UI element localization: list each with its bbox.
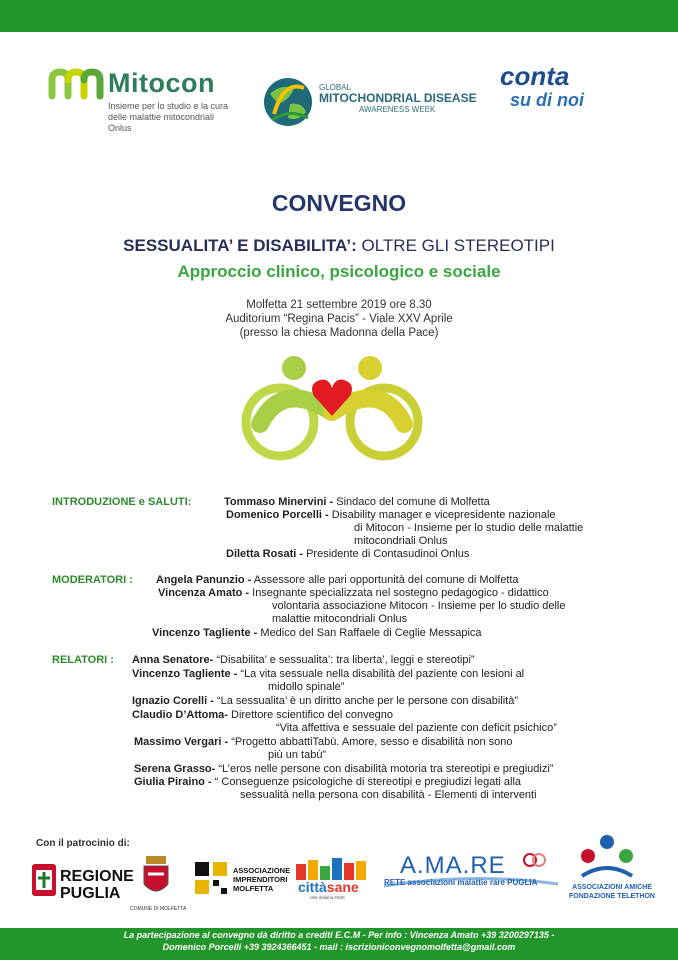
moderator-role-1-2: malattie mitocondriali Onlus [272,613,408,625]
intro-role-1-1: di Mitocon - Insieme per lo studio delle malattie [354,522,584,534]
aim-text-2: IMPRENDITORI [233,875,288,884]
wheelchair-heart-icon [232,350,432,462]
speaker-item-3 [132,709,652,722]
moderator-role-0: Assessore alle pari opportunità del comune di Molfetta [251,574,519,586]
speaker-role-4-0: “Progetto abbattiTabù. Amore, sesso e disabilità non sono [228,736,513,748]
moderator-role-2: Medico del San Raffaele di Ceglie Messapica [257,627,482,639]
intro-role-1-0: Disability manager e vicepresidente nazionale [328,509,556,521]
citta-sane-text [298,880,359,894]
moderator-name-0: Angela Panunzio - [156,574,252,586]
conta-line1: conta [500,61,570,91]
speaker-role-6-1: sessualità nella persona con disabilità - Elementi di interventi [240,789,537,801]
regione-puglia-text [60,868,134,902]
footer-info [0,929,678,953]
citta-text-1: città [298,879,327,895]
speaker-role-1-0: “La vita sessuale nella disabilità del paziente con lesioni al [237,668,525,680]
intro-name-2: Diletta Rosati - [226,548,304,560]
speaker-role-2: “La sessualita’ è un diritto anche per le persone con disabilità” [213,695,519,707]
speaker-item-0 [132,654,652,667]
citta-sane-sub: rete italiana OMS [310,895,345,900]
moderator-name-1: Vincenza Amato - [158,587,250,599]
intro-name-0: Tommaso Minervini - [224,496,334,508]
speaker-role-5: “L’eros nelle persone con disabilità motoria tra stereotipi e pregiudizi” [215,763,554,775]
speaker-role-1-1: midollo spinale” [268,681,345,693]
telethon-text-2: FONDAZIONE TELETHON [569,893,655,900]
globe-ribbon-icon [260,74,316,130]
regione-text: REGIONE [60,868,134,885]
event-subtitle-2: Approccio clinico, psicologico e sociale [177,262,501,281]
intro-role-2: Presidente di Contasudinoi Onlus [303,548,470,560]
speaker-item-2 [132,695,652,708]
moderator-item-1 [158,587,658,600]
moderators-label: MODERATORI : [52,574,133,586]
footer-line-2: Domenico Porcelli +39 3924366451 - mail : iscrizioniconvegnomolfetta@gmail.com [162,942,516,952]
telethon-text [552,883,672,901]
moderator-role-1-1: volontaria associazione Mitocon - Insieme per lo studio delle [272,600,566,612]
patronage-label: Con il patrocinio di: [36,838,130,849]
speaker-name-0: Anna Senatore- [132,654,214,666]
moderator-name-2: Vincenzo Tagliente - [152,627,258,639]
intro-role-0: Sindaco del comune di Molfetta [333,496,490,508]
speakers-label: RELATORI : [52,654,114,666]
speaker-role-3-0: Direttore scientifico del convegno [227,709,394,721]
regione-puglia-emblem-icon [30,860,58,900]
intro-item-0 [224,496,654,509]
intro-label: INTRODUZIONE e SALUTI: [52,496,192,508]
intro-role-1-2: mitocondriali Onlus [354,535,448,547]
comune-molfetta-crest-icon [140,854,172,900]
event-date: Molfetta 21 settembre 2019 ore 8.30 [246,299,432,311]
intro-item-2 [226,548,656,561]
event-info [0,298,678,340]
page-title: CONVEGNO [271,190,407,216]
aim-text-1: ASSOCIAZIONE [233,866,291,875]
speaker-item-6 [134,776,654,789]
speaker-item-1 [132,668,652,681]
footer-line-1: La partecipazione al convegno dà diritto a crediti E.C.M - Per info : Vincenza Amato +39 3200297135 - [123,930,555,940]
subtitle-rest: OLTRE GLI STEREOTIPI [356,236,555,255]
speaker-role-6-0: “ Conseguenze psicologiche di stereotipi e pregiudizi legati alla [211,776,522,788]
speaker-item-4 [134,736,654,749]
speaker-name-2: Ignazio Corelli - [132,695,214,707]
aim-text-3: MOLFETTA [233,884,274,893]
speaker-role-0: “Disabilita’ e sessualita’: tra liberta’, leggi e stereotipi” [213,654,475,666]
speaker-name-3: Claudio D’Attoma- [132,709,228,721]
speaker-name-6: Giulia Piraino - [134,776,212,788]
moderator-role-1-0: Insegnante specializzata nel sostegno pedagogico - didattico [249,587,549,599]
moderator-item-2 [152,627,652,640]
telethon-text-1: ASSOCIAZIONI AMICHE [572,884,652,891]
telethon-people-icon [576,834,638,878]
aim-logo-icon [193,860,229,896]
mitocon-tagline [108,101,248,134]
moderator-item-0 [156,574,656,587]
intro-name-1: Domenico Porcelli - [226,509,329,521]
mitocon-tagline-3: Onlus [108,123,132,133]
speaker-name-5: Serena Grasso- [134,763,216,775]
speaker-name-4: Massimo Vergari - [134,736,229,748]
comune-molfetta-text: COMUNE DI MOLFETTA [130,906,187,912]
mitocon-tagline-1: Insieme per lo studio e la cura [108,101,229,111]
amare-text: A.MA.RE [400,852,506,879]
global-title: MITOCHONDRIAL DISEASE [319,91,477,105]
speaker-role-3-1: “Vita affettiva e sessuale del paziente con deficit psichico” [276,722,557,734]
global-mito-text [319,82,477,115]
aim-text [233,866,290,893]
conta-line2: su di noi [510,90,584,110]
subtitle-bold: SESSUALITA’ E DISABILITA’: [123,236,357,255]
mitocon-tagline-2: delle malattie mitocondriali [108,112,215,122]
speaker-role-4-1: più un tabù” [268,749,327,761]
mitocon-logo-icon [48,66,104,106]
top-green-bar [0,0,678,32]
citta-text-2: sane [326,879,359,895]
event-venue-note: (presso la chiesa Madonna della Pace) [239,327,439,339]
global-label: GLOBAL [319,83,352,92]
puglia-text: PUGLIA [60,885,121,902]
global-week: AWARENESS WEEK [359,105,436,114]
conta-su-di-noi-logo [500,61,584,112]
event-subtitle [0,236,678,256]
intro-item-1 [226,509,656,522]
speaker-name-1: Vincenzo Tagliente - [132,668,238,680]
mitocon-name: Mitocon [108,68,215,98]
speaker-item-5 [134,763,664,776]
citta-sane-skyline-icon [296,858,374,880]
event-venue: Auditorium “Regina Pacis” - Viale XXV Aprile [225,313,453,325]
amare-sub: RETE associazioni malattie rare PUGLIA [384,878,538,887]
